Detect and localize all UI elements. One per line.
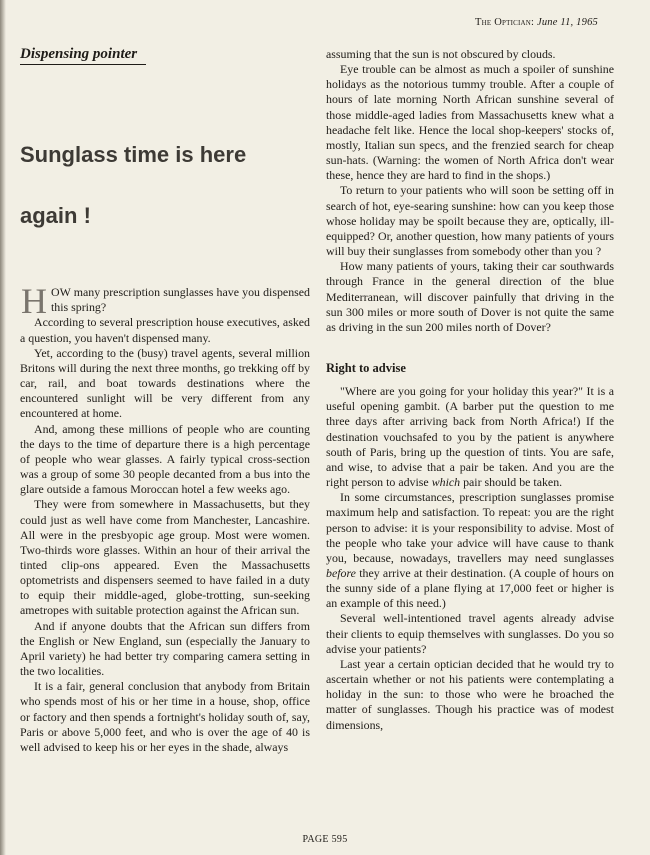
left-column [20,47,310,755]
paragraph-text: they arrive at their destination. (A couple of hours on the sunny side of a plane flying at 17,000 feet or higher is an example of this need.) [326,566,614,611]
paragraph: Last year a certain optician decided that he would try to ascertain whether or not his patients were contemplating a holiday in the sun: to those who were he broached the matter of sunglasses. Though his practice was of modest dimensions, [326,656,614,732]
paragraph-text: OW many prescription sunglasses have you dispensed this spring? [51,285,310,315]
paragraph [326,384,614,490]
paragraph: Yet, according to the (busy) travel agents, several million Britons will during the next three months, go trekking off by car, rail, and boat towards destinations where the encountered sunlight will be very different from any encountered at home. [20,345,310,421]
paragraph: According to several prescription house executives, asked a question, you haven't dispensed many. [20,315,310,345]
drop-cap: H [21,281,47,322]
page-number: PAGE 595 [302,834,348,845]
paragraph [326,490,614,611]
paragraph: Eye trouble can be almost as much a spoiler of sunshine holidays as the notorious tummy trouble. After a couple of hours of late morning North African sunshine several of those middle-aged ladies from Massachusetts knew what a headache felt like. Hence the local shop-keepers' stocks of, mostly, Italian sun specs, and the frenzied search for cheap sun-hats. (Warning: the women of North Africa don't wear these, hence they are hard to find in the shops.) [326,62,614,183]
paragraph [20,281,310,322]
paragraph: assuming that the sun is not obscured by clouds. [326,47,556,61]
paragraph: It is a fair, general conclusion that anybody from Britain who spends most of his or her time in a house, shop, office or factory and then spends a fortnight's holiday south of, say, Paris or above 5,000 feet, and who is over the age of 40 is well advised to keep his or her eyes in the shade, always [20,679,310,754]
paragraph-text: In some circumstances, prescription sunglasses promise maximum help and satisfaction. To repeat: you are the right person to advise: it is your responsibility to advise. Most of the people who take your advice will have cause to thank you, because, nowadays, travellers may need sunglasses [326,490,614,565]
emphasis: before [326,566,356,580]
paragraph: How many patients of yours, taking their car southwards through France in the general direction of the blue Mediterranean, will discover painfully that driving in the sun 300 miles or more south of Dover is not quite the same as driving in the sun 200 miles north of Dover? [326,259,614,334]
emphasis: which [431,475,461,490]
headline-line-2: again ! [20,203,91,229]
paragraph: Several well-intentioned travel agents already advise their clients to equip themselves with sunglasses. Do you so advise your patients? [326,611,614,656]
paragraph: To return to your patients who will soon be setting off in search of hot, eye-searing sunshine: how can you keep those whose holiday may be spoilt because they are, optically, ill-equipped? Or, another question, how many patients of yours will buy their sunglasses from somebody other than you ? [326,183,614,259]
paragraph-text: pair should be taken. [460,475,563,490]
headline-line-1: Sunglass time is here [20,142,247,168]
publication-name: The Optician: [475,17,535,28]
issue-date: June 11, 1965 [536,17,598,28]
section-kicker: Dispensing pointer [20,47,146,65]
paragraph: And if anyone doubts that the African sun differs from the English or New England, sun (especially the January to April variety) he had better try comparing camera setting in the two localities. [20,618,310,679]
right-column [326,47,614,733]
paragraph-text: "Where are you going for your holiday this year?" It is a useful opening gambit. (A barber put the question to me three days after arriving back from North Africa!) If the destination vouchsafed to you by the patient is anywhere south of Paris, bring up the question of tints. You are safe, and wise, to advise that a pair be taken. And you are the right person to advise [326,384,614,490]
left-body [20,281,310,755]
paragraph: And, among these millions of people who are counting the days to the time of departure there is a high percentage of people who wear glasses. A fairly typical cross-section was a group of some 30 people decanted from a bus into the glare outside a famous Moroccan hotel a few weeks ago. [20,421,310,497]
subheading: Right to advise [326,360,406,375]
running-head [475,17,598,28]
page-gutter-shadow [0,0,6,855]
paragraph: They were from somewhere in Massachusetts, but they could just as well have come from Manchester, Lancashire. All were in the presbyopic age group. Most were women. Two-thirds wore glasses. Within an hour of their arrival the tinted clip-ons appeared. Even the Massachusetts optometrists and dispensers seemed to have failed in a duty to equip their middle-aged, globe-trotting, sun-seeking ametropes with suitable protection against the African sun. [20,497,310,618]
